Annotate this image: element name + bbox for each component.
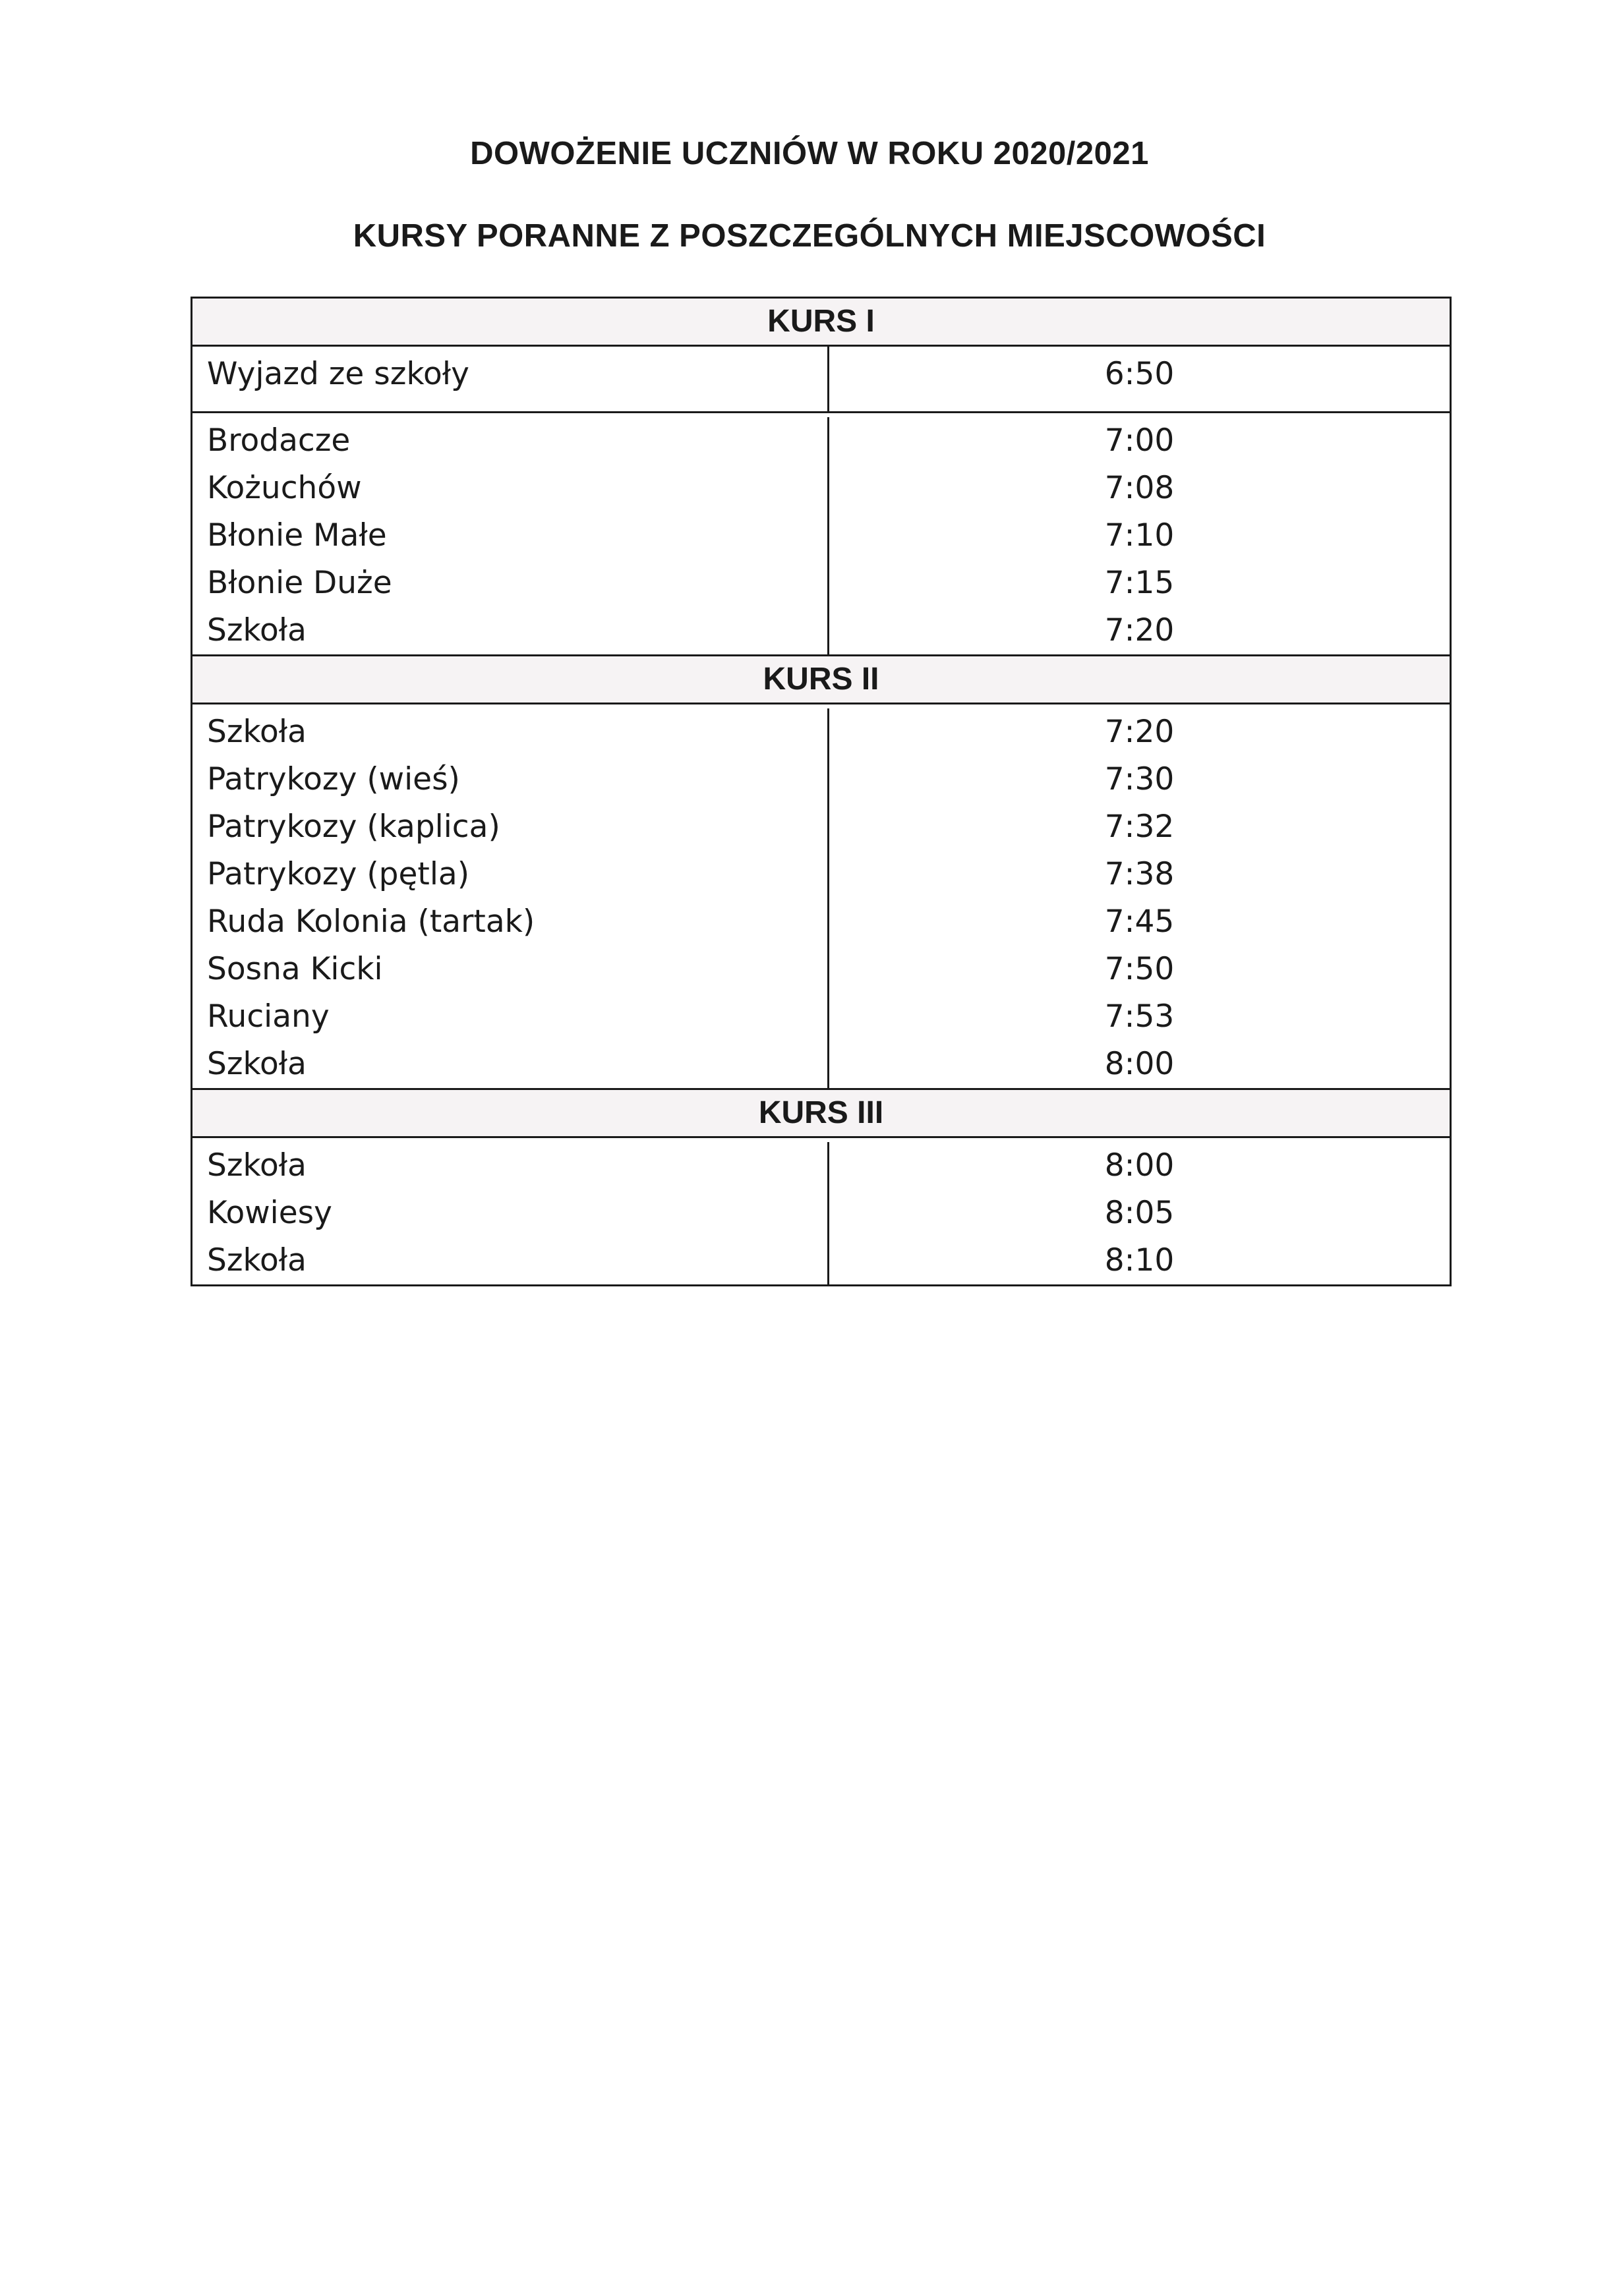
course-header-2: KURS II <box>192 656 1450 704</box>
time-column <box>829 1142 1450 1284</box>
course-2-stops-block <box>192 704 1450 1090</box>
stop-place: Szkoła <box>207 1147 307 1184</box>
stop-place: Błonie Duże <box>207 565 392 601</box>
stop-place: Patrykozy (kaplica) <box>207 809 500 845</box>
stop-place: Patrykozy (pętla) <box>207 856 470 892</box>
time-column <box>829 347 1450 411</box>
stop-time: 7:00 <box>1104 422 1175 459</box>
stop-place: Patrykozy (wieś) <box>207 761 460 797</box>
time-column <box>829 417 1450 654</box>
stop-place: Błonie Małe <box>207 517 387 554</box>
stop-place: Szkoła <box>207 714 307 750</box>
course-1-stops-block <box>192 413 1450 656</box>
course-3-stops-block <box>192 1138 1450 1284</box>
stop-time: 7:20 <box>1104 612 1175 648</box>
stop-place: Szkoła <box>207 1046 307 1082</box>
stop-time: 7:08 <box>1104 470 1175 506</box>
place-column <box>192 417 829 654</box>
course-1-departure-block <box>192 347 1450 413</box>
document-title: DOWOŻENIE UCZNIÓW W ROKU 2020/2021 <box>470 136 1149 171</box>
stop-time: 7:20 <box>1104 714 1175 750</box>
stop-place: Ruda Kolonia (tartak) <box>207 904 535 940</box>
stop-time: 7:10 <box>1104 517 1175 554</box>
stop-time: 6:50 <box>1104 356 1175 392</box>
stop-place: Sosna Kicki <box>207 951 383 987</box>
stop-time: 7:50 <box>1104 951 1175 987</box>
stop-place: Kożuchów <box>207 470 362 506</box>
schedule-table <box>191 297 1452 1286</box>
stop-time: 7:32 <box>1104 809 1175 845</box>
time-column <box>829 708 1450 1088</box>
place-column <box>192 1142 829 1284</box>
stop-time: 7:45 <box>1104 904 1175 940</box>
stop-place: Szkoła <box>207 612 307 648</box>
stop-time: 7:30 <box>1104 761 1175 797</box>
stop-place: Wyjazd ze szkoły <box>207 356 469 392</box>
stop-time: 7:53 <box>1104 998 1175 1035</box>
document-subtitle: KURSY PORANNE Z POSZCZEGÓLNYCH MIEJSCOWOŚCI <box>353 218 1266 254</box>
place-column <box>192 347 829 411</box>
stop-time: 8:00 <box>1104 1046 1175 1082</box>
course-header-1: KURS I <box>192 299 1450 347</box>
stop-place: Brodacze <box>207 422 351 459</box>
course-header-3: KURS III <box>192 1090 1450 1138</box>
stop-place: Kowiesy <box>207 1195 332 1231</box>
stop-place: Ruciany <box>207 998 330 1035</box>
stop-place: Szkoła <box>207 1242 307 1278</box>
stop-time: 7:38 <box>1104 856 1175 892</box>
stop-time: 7:15 <box>1104 565 1175 601</box>
stop-time: 8:00 <box>1104 1147 1175 1184</box>
stop-time: 8:10 <box>1104 1242 1175 1278</box>
stop-time: 8:05 <box>1104 1195 1175 1231</box>
place-column <box>192 708 829 1088</box>
